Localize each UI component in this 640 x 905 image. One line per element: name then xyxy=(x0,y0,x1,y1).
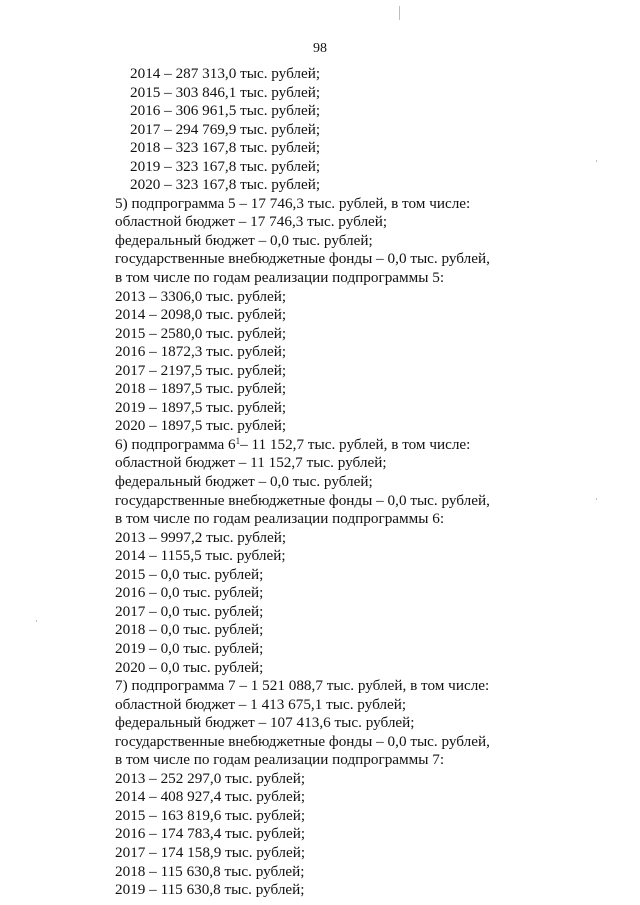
text-line xyxy=(0,677,640,696)
text-line-content: 2015 – 0,0 тыс. рублей; xyxy=(115,565,264,583)
text-line xyxy=(0,417,640,436)
text-line xyxy=(0,473,640,492)
text-line xyxy=(0,325,640,344)
text-line xyxy=(0,288,640,307)
text-line xyxy=(0,714,640,733)
text-line xyxy=(0,65,640,84)
text-line xyxy=(0,380,640,399)
text-line xyxy=(0,640,640,659)
text-line xyxy=(0,158,640,177)
text-line-content: государственные внебюджетные фонды – 0,0 тыс. рублей, xyxy=(115,732,490,750)
text-line-content: федеральный бюджет – 0,0 тыс. рублей; xyxy=(115,473,373,491)
text-line-content: 2020 – 323 167,8 тыс. рублей; xyxy=(130,176,321,194)
text-line xyxy=(0,621,640,640)
text-line xyxy=(0,510,640,529)
text-line xyxy=(0,863,640,882)
text-line-content: федеральный бюджет – 107 413,6 тыс. рублей; xyxy=(115,714,415,732)
text-line xyxy=(0,232,640,251)
text-line-content: в том числе по годам реализации подпрограммы 5: xyxy=(115,269,445,287)
text-line xyxy=(0,250,640,269)
text-line xyxy=(0,788,640,807)
text-line-content: 2016 – 1872,3 тыс. рублей; xyxy=(115,343,287,361)
text-line-content: государственные внебюджетные фонды – 0,0 тыс. рублей, xyxy=(115,491,490,509)
text-line-content: 2018 – 0,0 тыс. рублей; xyxy=(115,621,264,639)
text-line-content: в том числе по годам реализации подпрограммы 7: xyxy=(115,751,445,769)
text-line-part: – 11 152,7 тыс. рублей, в том числе: xyxy=(240,435,471,453)
text-line xyxy=(0,733,640,752)
document-body xyxy=(0,65,640,900)
text-line-content: 2014 – 1155,5 тыс. рублей; xyxy=(115,547,286,565)
text-line-content: 2015 – 303 846,1 тыс. рублей; xyxy=(130,83,321,101)
text-line-content: федеральный бюджет – 0,0 тыс. рублей; xyxy=(115,231,373,249)
scan-artifact-top xyxy=(399,6,400,20)
text-line xyxy=(0,306,640,325)
text-line-content: государственные внебюджетные фонды – 0,0 тыс. рублей, xyxy=(115,250,490,268)
text-line xyxy=(0,176,640,195)
text-line-content: 2020 – 0,0 тыс. рублей; xyxy=(115,658,264,676)
text-line-content: 2017 – 2197,5 тыс. рублей; xyxy=(115,361,287,379)
text-line xyxy=(0,121,640,140)
text-line-content: 7) подпрограмма 7 – 1 521 088,7 тыс. рублей, в том числе: xyxy=(115,677,490,695)
text-line-content: 2014 – 408 927,4 тыс. рублей; xyxy=(115,788,306,806)
footnote-marker: 1 xyxy=(235,435,241,446)
text-line-content: 5) подпрограмма 5 – 17 746,3 тыс. рублей, в том числе: xyxy=(115,194,471,212)
text-line xyxy=(0,139,640,158)
text-line xyxy=(0,436,640,455)
text-line-content: 2017 – 174 158,9 тыс. рублей; xyxy=(115,843,306,861)
text-line-content: 2016 – 174 783,4 тыс. рублей; xyxy=(115,825,306,843)
text-line-content: 2019 – 323 167,8 тыс. рублей; xyxy=(130,157,321,175)
text-line xyxy=(0,751,640,770)
text-line-content: 2013 – 252 297,0 тыс. рублей; xyxy=(115,769,306,787)
text-line-part: 6) подпрограмма 6 xyxy=(115,435,236,453)
text-line xyxy=(0,881,640,900)
text-line xyxy=(0,659,640,678)
text-line xyxy=(0,492,640,511)
text-line-content: 2020 – 1897,5 тыс. рублей; xyxy=(115,417,287,435)
text-line-content: в том числе по годам реализации подпрограммы 6: xyxy=(115,510,445,528)
text-line xyxy=(0,343,640,362)
page-number: 98 xyxy=(313,41,327,56)
text-line-content: 2016 – 0,0 тыс. рублей; xyxy=(115,584,264,602)
text-line xyxy=(0,399,640,418)
text-line xyxy=(0,807,640,826)
text-line-content: 2014 – 287 313,0 тыс. рублей; xyxy=(130,65,321,82)
text-line xyxy=(0,844,640,863)
text-line-content: 2015 – 2580,0 тыс. рублей; xyxy=(115,324,287,342)
text-line-content: 2014 – 2098,0 тыс. рублей; xyxy=(115,306,287,324)
text-line-content: 2013 – 9997,2 тыс. рублей; xyxy=(115,528,287,546)
text-line xyxy=(0,770,640,789)
text-line-content: 2018 – 1897,5 тыс. рублей; xyxy=(115,380,287,398)
text-line xyxy=(0,84,640,103)
text-line xyxy=(0,362,640,381)
text-line xyxy=(0,566,640,585)
text-line xyxy=(0,269,640,288)
text-line-content: областной бюджет – 1 413 675,1 тыс. рублей; xyxy=(115,695,407,713)
text-line xyxy=(0,584,640,603)
text-line-content: 2017 – 294 769,9 тыс. рублей; xyxy=(130,120,321,138)
text-line-content: областной бюджет – 11 152,7 тыс. рублей; xyxy=(115,454,387,472)
text-line xyxy=(0,213,640,232)
text-line-content: 2013 – 3306,0 тыс. рублей; xyxy=(115,287,287,305)
text-line-content: 2017 – 0,0 тыс. рублей; xyxy=(115,602,264,620)
text-line-content: 2018 – 115 630,8 тыс. рублей; xyxy=(115,862,305,880)
text-line xyxy=(0,696,640,715)
text-line-content: 2019 – 115 630,8 тыс. рублей; xyxy=(115,881,305,899)
text-line xyxy=(0,195,640,214)
text-line-content: 2018 – 323 167,8 тыс. рублей; xyxy=(130,139,321,157)
text-line xyxy=(0,825,640,844)
text-line-content: 2015 – 163 819,6 тыс. рублей; xyxy=(115,806,306,824)
text-line-content: 2019 – 1897,5 тыс. рублей; xyxy=(115,398,287,416)
text-line-content: областной бюджет – 17 746,3 тыс. рублей; xyxy=(115,213,388,231)
text-line xyxy=(0,102,640,121)
text-line-content: 2019 – 0,0 тыс. рублей; xyxy=(115,639,264,657)
text-line xyxy=(0,529,640,548)
text-line xyxy=(0,603,640,622)
text-line xyxy=(0,454,640,473)
text-line xyxy=(0,547,640,566)
text-line-content: 2016 – 306 961,5 тыс. рублей; xyxy=(130,102,321,120)
